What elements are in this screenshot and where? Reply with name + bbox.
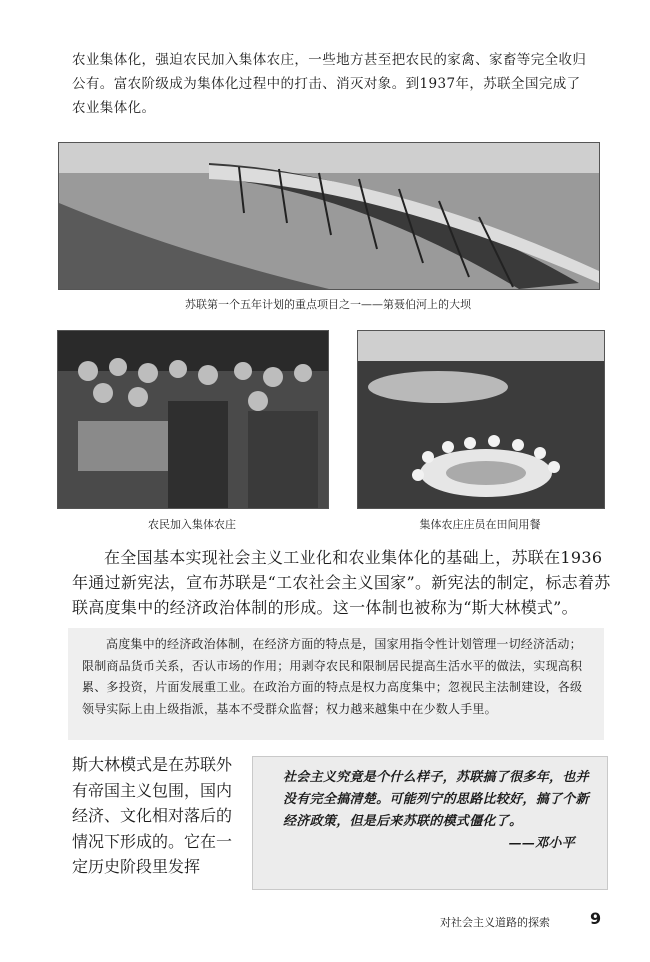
dam-photo [58,142,600,290]
field-meal-photo [357,330,605,509]
farmers-caption: 农民加入集体农庄 [148,518,236,531]
paragraph-stalin-model: 斯大林模式是在苏联外有帝国主义包围，国内经济、文化相对落后的情况下形成的。它在一定历史阶段里发挥 [72,755,233,876]
paragraph-constitution: 在全国基本实现社会主义工业化和农业集体化的基础上，苏联在1936年通过新宪法，宣布苏联是“工农社会主义国家”。新宪法的制定，标志着苏联高度集中的经济政治体制的形成。这一体制也被称为“斯大林模式”。 [72,548,611,617]
quote-author: ——邓小平 [508,836,575,851]
paragraph-collectivization: 农业集体化，强迫农民加入集体农庄，一些地方甚至把农民的家禽、家畜等完全收归公有。富农阶级成为集体化过程中的打击、消灭对象。到1937年，苏联全国完成了农业集体化。 [72,52,587,116]
meal-caption: 集体农庄庄员在田间用餐 [419,518,541,531]
note-box-system-features: 高度集中的经济政治体制，在经济方面的特点是，国家用指令性计划管理一切经济活动；限制商品货币关系，否认市场的作用；用剥夺农民和限制居民提高生活水平的做法，实现高积累、多投资，片面发展重工业。在政治方面的特点是权力高度集中；忽视民主法制建设，各级领导实际上由上级指派，基本不受群众监督；权力越来越集中在少数人手里。 [68,628,604,740]
dam-caption: 苏联第一个五年计划的重点项目之一——第聂伯河上的大坝 [185,298,471,311]
farmers-photo [57,330,329,509]
quote-text: 社会主义究竟是个什么样子，苏联搞了很多年，也并没有完全搞清楚。可能列宁的思路比较好，搞了个新经济政策，但是后来苏联的模式僵化了。 [283,770,589,829]
quote-box [252,756,608,890]
page-number: 9 [590,909,602,928]
footer-chapter-title: 对社会主义道路的探索 [440,916,550,929]
